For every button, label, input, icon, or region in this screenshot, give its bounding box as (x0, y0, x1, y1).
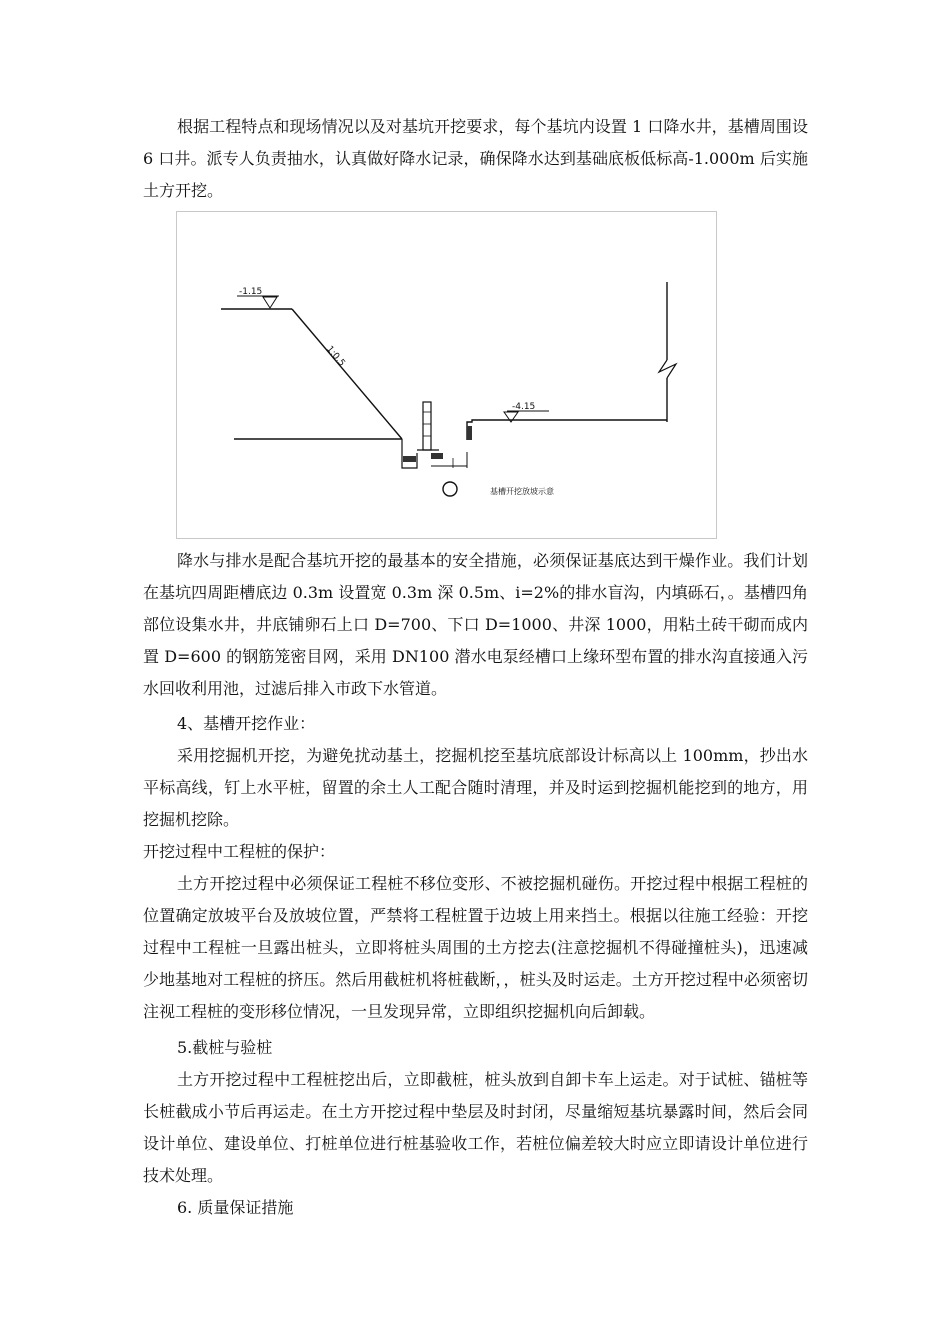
retaining-wall (423, 402, 431, 450)
paragraph-pile-cutting: 土方开挖过程中工程桩挖出后，立即截桩，桩头放到自卸卡车上运走。对于试桩、锚桩等长桩截成小节后再运走。在土方开挖过程中垫层及时封闭，尽量缩短基坑暴露时间，然后会同设计单位、建设单位、打桩单位进行桩基验收工作，若桩位偏差较大时应立即请设计单位进行技术处理。 (143, 1070, 808, 1185)
trench-fill (403, 456, 416, 462)
paragraph-dewatering-wells: 根据工程特点和现场情况以及对基坑开挖要求，每个基坑内设置 1 口降水井，基槽周围设 6 口井。派专人负责抽水，认真做好降水记录，确保降水达到基础底板低标高-1.000m 后实施土方开挖。 (143, 117, 808, 200)
break-symbol (659, 360, 676, 378)
paragraph-drainage: 降水与排水是配合基坑开挖的最基本的安全措施，必须保证基底达到干燥作业。我们计划在基坑四周距槽底边 0.3m 设置宽 0.3m 深 0.5m、i=2%的排水盲沟，内填砾石，。基槽四角部位设集水井，井底铺卵石上口 D=700、下口 D=1000、井深 1000，用粘土砖干砌而成内置 D=600 的钢筋笼密目网，采用 DN100 潜水电泵经槽口上缘环型布置的排水沟直接通入污水回收利用池，过滤后排入市政下水管道。 (143, 551, 808, 698)
base-fill (431, 453, 443, 459)
top-level-text: -1.15 (239, 287, 263, 297)
paragraph-pile-protection: 土方开挖过程中必须保证工程桩不移位变形、不被挖掘机碰伤。开挖过程中根据工程桩的位置确定放坡平台及放坡位置，严禁将工程桩置于边坡上用来挡土。根据以往施工经验：开挖过程中工程桩一旦露出桩头，立即将桩头周围的土方挖去(注意挖掘机不得碰撞桩头)，迅速减少地基地对工程桩的挤压。然后用截桩机将桩截断，，桩头及时运走。土方开挖过程中必须密切注视工程桩的变形移位情况，一旦发现异常，立即组织挖掘机向后卸载。 (143, 874, 808, 1021)
slope-ratio-text: 1:0.5 (324, 344, 347, 369)
heading-pile-protection: 开挖过程中工程桩的保护： (143, 842, 336, 861)
heading-quality-assurance: 6. 质量保证措施 (177, 1198, 294, 1217)
well-circle (443, 482, 457, 496)
drain-trench (402, 439, 417, 468)
bench-fill (467, 426, 472, 440)
right-bench-line (467, 420, 667, 440)
paragraph-excavation-method: 采用挖掘机开挖，为避免扰动基土，挖掘机挖至基坑底部设计标高以上 100mm，抄出水平标高线，钉上水平桩，留置的余土人工配合随时清理，并及时运到挖掘机能挖到的地方，用挖掘机挖除。 (143, 746, 808, 829)
diagram-caption: 基槽开挖放坡示意 (490, 487, 554, 496)
slope-line (292, 309, 402, 439)
excavation-slope-diagram (176, 211, 717, 539)
heading-pile-cutting: 5.截桩与验桩 (177, 1038, 273, 1057)
bottom-level-text: -4.15 (512, 402, 536, 412)
top-level-triangle (263, 297, 277, 308)
heading-trench-excavation: 4、基槽开挖作业： (177, 714, 316, 733)
diagram-svg (177, 212, 718, 540)
